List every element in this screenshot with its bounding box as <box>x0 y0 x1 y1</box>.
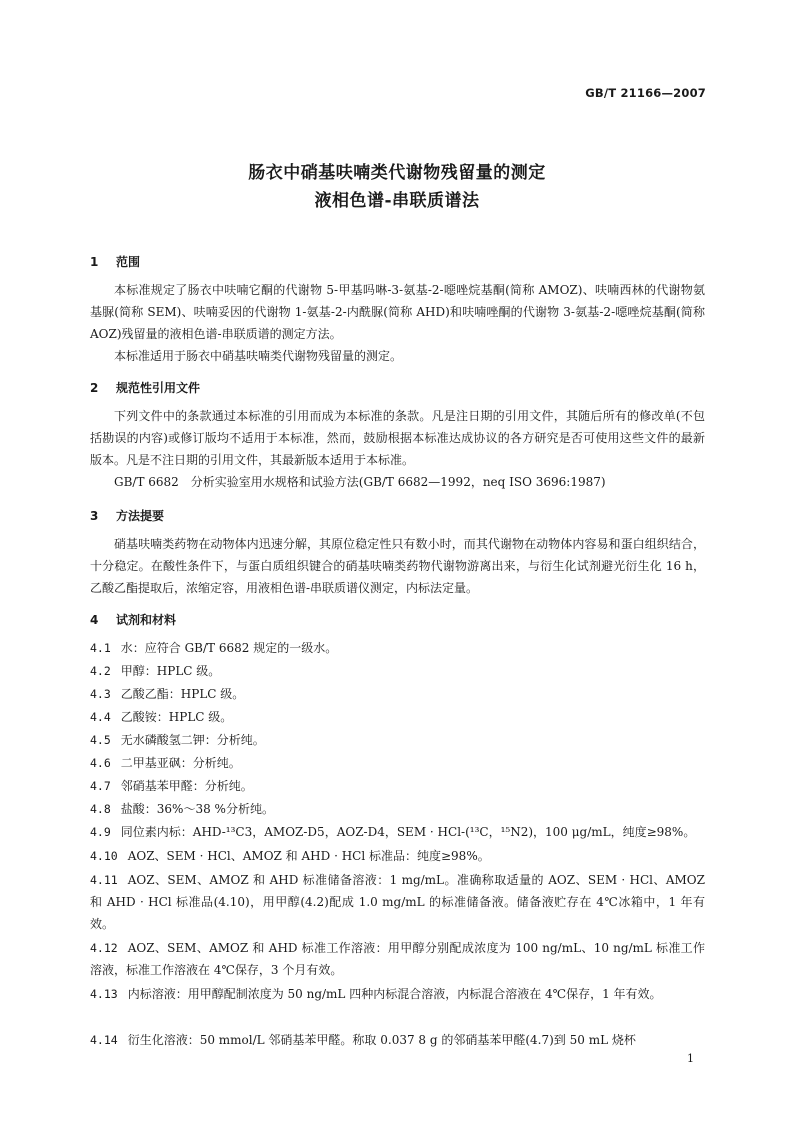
item-text: 乙酸铵：HPLC 级。 <box>120 710 233 724</box>
list-item-4-2 <box>90 660 705 682</box>
item-text: 邻硝基苯甲醛：分析纯。 <box>120 779 253 793</box>
item-text: 无水磷酸氢二钾：分析纯。 <box>120 733 265 747</box>
section-title: 方法提要 <box>116 509 165 523</box>
item-text: AOZ、SEM · HCl、AMOZ 和 AHD · HCl 标准品：纯度≥98%。 <box>127 849 490 863</box>
item-number: 4.9 <box>90 825 111 839</box>
section-3-heading <box>90 507 164 524</box>
list-item-4-11 <box>90 869 705 935</box>
list-item-4-4 <box>90 706 705 728</box>
section-number: 1 <box>90 255 99 269</box>
list-item-4-12 <box>90 937 705 981</box>
item-text: 同位素内标：AHD-¹³C3，AMOZ-D5，AOZ-D4，SEM · HCl-(¹³C，¹⁵N2)，100 μg/mL，纯度≥98%。 <box>120 825 696 839</box>
item-number: 4.5 <box>90 733 111 747</box>
list-item-4-9 <box>90 821 705 843</box>
section-number: 2 <box>90 381 99 395</box>
item-number: 4.6 <box>90 756 111 770</box>
item-text: 盐酸：36%～38 %分析纯。 <box>120 802 274 816</box>
list-item-4-13 <box>90 983 705 1005</box>
item-text: 乙酸乙酯：HPLC 级。 <box>120 687 245 701</box>
section-2-heading <box>90 379 200 396</box>
item-number: 4.10 <box>90 849 118 863</box>
item-number: 4.12 <box>90 941 118 955</box>
item-text: 甲醇：HPLC 级。 <box>120 664 221 678</box>
document-title-line1: 肠衣中硝基呋喃类代谢物残留量的测定 <box>248 163 546 183</box>
section-1-paragraph-2: 本标准适用于肠衣中硝基呋喃类代谢物残留量的测定。 <box>114 349 403 363</box>
list-item-4-3 <box>90 683 705 705</box>
item-number: 4.8 <box>90 802 111 816</box>
section-2-paragraph-1: 下列文件中的条款通过本标准的引用而成为本标准的条款。凡是注日期的引用文件，其随后所有的修改单(不包括勘误的内容)或修订版均不适用于本标准，然而，鼓励根据本标准达成协议的各方研究是否可使用这些文件的最新版本。凡是不注日期的引用文件，其最新版本适用于本标准。 <box>90 409 705 467</box>
item-number: 4.7 <box>90 779 111 793</box>
standard-number: GB/T 21166—2007 <box>585 86 706 100</box>
item-text: 衍生化溶液：50 mmol/L 邻硝基苯甲醛。称取 0.037 8 g 的邻硝基苯甲醛(4.7)到 50 mL 烧杯 <box>127 1033 636 1047</box>
list-item-4-6 <box>90 752 705 774</box>
item-text: AOZ、SEM、AMOZ 和 AHD 标准储备溶液：1 mg/mL。准确称取适量的 AOZ、SEM · HCl、AMOZ 和 AHD · HCl 标准品(4.10)，用甲醇(4.2)配成 1.0 mg/mL 的标准储备液。储备液贮存在 4℃冰箱中，1 年有效。 <box>90 873 705 931</box>
section-number: 4 <box>90 613 99 627</box>
list-item-4-8 <box>90 798 705 820</box>
section-title: 范围 <box>116 255 141 269</box>
section-4-heading <box>90 611 176 628</box>
item-number: 4.4 <box>90 710 111 724</box>
section-title: 试剂和材料 <box>116 613 177 627</box>
list-item-4-10 <box>90 845 705 867</box>
section-3-paragraph-1: 硝基呋喃类药物在动物体内迅速分解，其原位稳定性只有数小时，而其代谢物在动物体内容易和蛋白组织结合，十分稳定。在酸性条件下，与蛋白质组织键合的硝基呋喃类药物代谢物游离出来，与衍生化试剂避光衍生化 16 h，乙酸乙酯提取后，浓缩定容，用液相色谱-串联质谱仪测定，内标法定量。 <box>90 537 705 595</box>
item-text: 水：应符合 GB/T 6682 规定的一级水。 <box>120 641 338 655</box>
list-item-4-5 <box>90 729 705 751</box>
item-text: AOZ、SEM、AMOZ 和 AHD 标准工作溶液：用甲醇分别配成浓度为 100 ng/mL、10 ng/mL 标准工作溶液，标准工作溶液在 4℃保存，3 个月有效。 <box>90 941 705 977</box>
item-number: 4.11 <box>90 873 118 887</box>
section-1-heading <box>90 253 140 270</box>
page-number: 1 <box>687 1052 694 1065</box>
item-number: 4.3 <box>90 687 111 701</box>
item-number: 4.14 <box>90 1033 118 1047</box>
list-item-4-14 <box>90 1029 705 1051</box>
section-2-reference: GB/T 6682 分析实验室用水规格和试验方法(GB/T 6682—1992，neq ISO 3696:1987) <box>114 475 606 489</box>
section-1-paragraph-1: 本标准规定了肠衣中呋喃它酮的代谢物 5-甲基吗啉-3-氨基-2-噁唑烷基酮(简称 AMOZ)、呋喃西林的代谢物氨基脲(简称 SEM)、呋喃妥因的代谢物 1-氨基-2-内酰脲(简称 AHD)和呋喃唑酮的代谢物 3-氨基-2-噁唑烷基酮(简称 AOZ)残留量的液相色谱-串联质谱的测定方法。 <box>90 283 705 341</box>
section-number: 3 <box>90 509 99 523</box>
section-title: 规范性引用文件 <box>116 381 201 395</box>
item-text: 二甲基亚砜：分析纯。 <box>120 756 241 770</box>
item-text: 内标溶液：用甲醇配制浓度为 50 ng/mL 四种内标混合溶液，内标混合溶液在 4℃保存，1 年有效。 <box>127 987 662 1001</box>
document-title-line2: 液相色谱-串联质谱法 <box>314 191 480 211</box>
item-number: 4.13 <box>90 987 118 1001</box>
list-item-4-7 <box>90 775 705 797</box>
list-item-4-1 <box>90 637 705 659</box>
item-number: 4.2 <box>90 664 111 678</box>
item-number: 4.1 <box>90 641 111 655</box>
